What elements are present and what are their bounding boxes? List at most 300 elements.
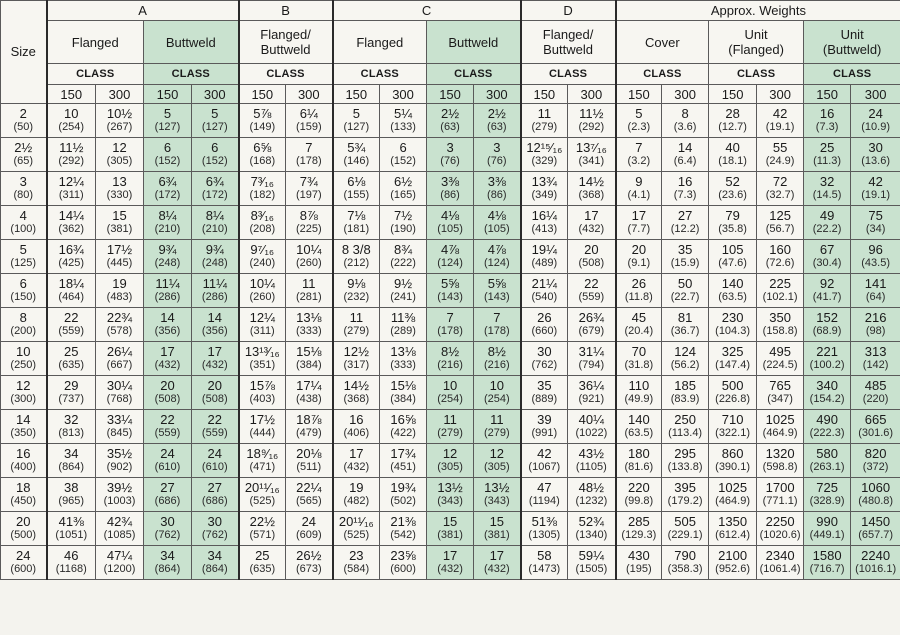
value-mm: (483) xyxy=(106,291,133,303)
value-inch: 8¼ xyxy=(158,208,177,223)
value-cell xyxy=(427,444,474,478)
value-inch: 8¼ xyxy=(205,208,224,223)
value-mm: (56.7) xyxy=(765,223,795,235)
value-cell xyxy=(239,206,286,240)
value-inch: 13⁷⁄₁₆ xyxy=(575,140,607,155)
value-mm: (286) xyxy=(201,291,228,303)
value-cell xyxy=(380,444,427,478)
value-mm: (432) xyxy=(483,563,510,575)
value-cell xyxy=(380,376,427,410)
value-mm: (686) xyxy=(154,495,181,507)
value-mm: (113.4) xyxy=(668,427,703,439)
value-inch: 10 xyxy=(442,378,458,393)
value-inch: 221 xyxy=(816,344,838,359)
value-inch: 42 xyxy=(537,446,552,461)
value-cell xyxy=(662,410,709,444)
value-inch: 230 xyxy=(721,310,744,325)
value-cell xyxy=(333,172,380,206)
value-cell xyxy=(521,172,568,206)
value-mm: (24.9) xyxy=(765,155,795,167)
value-cell xyxy=(144,172,192,206)
class-c-flanged-300: 300 xyxy=(380,85,427,104)
value-inch: 22 xyxy=(64,310,79,325)
value-inch: 16¼ xyxy=(531,208,557,223)
value-mm: (406) xyxy=(343,427,370,439)
value-mm: (598.8) xyxy=(762,461,798,473)
value-cell xyxy=(47,376,96,410)
value-cell xyxy=(804,104,851,138)
value-cell xyxy=(568,138,616,172)
value-inch: 19 xyxy=(112,276,127,291)
value-mm: (49.9) xyxy=(624,393,654,405)
value-cell xyxy=(427,342,474,376)
value-mm: (292) xyxy=(58,155,85,167)
value-cell xyxy=(380,138,427,172)
value-mm: (372) xyxy=(862,461,889,473)
size-inch: 24 xyxy=(16,548,31,563)
value-inch: 25 xyxy=(255,548,270,563)
value-mm: (584) xyxy=(343,563,370,575)
value-inch: 34 xyxy=(160,548,175,563)
value-mm: (182) xyxy=(249,189,276,201)
value-cell xyxy=(427,172,474,206)
value-mm: (281) xyxy=(295,291,322,303)
value-mm: (813) xyxy=(58,427,85,439)
value-inch: 25 xyxy=(819,140,835,155)
value-inch: 20 xyxy=(631,242,647,257)
value-mm: (2.3) xyxy=(627,121,651,133)
value-cell xyxy=(521,308,568,342)
value-inch: 31¼ xyxy=(578,344,604,359)
value-inch: 8³⁄₁₆ xyxy=(250,208,274,223)
table-row xyxy=(1,206,900,240)
value-mm: (356) xyxy=(201,325,228,337)
value-mm: (1168) xyxy=(55,563,87,575)
value-inch: 13⅛ xyxy=(296,310,322,325)
class-weight-unit-flanged-150: 150 xyxy=(709,85,757,104)
value-mm: (41.7) xyxy=(812,291,842,303)
value-cell xyxy=(192,376,239,410)
value-mm: (179.2) xyxy=(667,495,703,507)
value-inch: 500 xyxy=(721,378,744,393)
value-cell xyxy=(662,240,709,274)
value-mm: (226.8) xyxy=(715,393,751,405)
value-inch: 23⅝ xyxy=(390,548,416,563)
value-mm: (22.7) xyxy=(670,291,700,303)
value-mm: (1085) xyxy=(103,529,136,541)
value-mm: (1022) xyxy=(575,427,608,439)
value-cell xyxy=(192,240,239,274)
value-inch: 13¹³⁄₁₆ xyxy=(244,344,280,359)
value-inch: 40¼ xyxy=(578,412,604,427)
size-mm: (50) xyxy=(13,121,34,133)
value-inch: 14 xyxy=(677,140,693,155)
value-inch: 2250 xyxy=(765,514,795,529)
value-inch: 39 xyxy=(537,412,552,427)
value-mm: (7.3) xyxy=(815,121,839,133)
value-cell xyxy=(192,172,239,206)
value-inch: 30 xyxy=(207,514,222,529)
value-inch: 29 xyxy=(64,378,79,393)
value-mm: (263.1) xyxy=(809,461,845,473)
value-cell xyxy=(662,274,709,308)
size-inch: 6 xyxy=(19,276,27,291)
value-inch: 4⅛ xyxy=(487,208,506,223)
value-mm: (154.2) xyxy=(809,393,845,405)
value-cell xyxy=(333,104,380,138)
value-inch: 505 xyxy=(674,514,696,529)
value-inch: 125 xyxy=(769,208,791,223)
value-mm: (19.1) xyxy=(861,189,890,201)
value-cell xyxy=(804,512,851,546)
value-inch: 14 xyxy=(207,310,222,325)
value-cell xyxy=(474,342,521,376)
subheader-a-flanged: Flanged xyxy=(47,21,144,64)
value-inch: 20 xyxy=(160,378,175,393)
value-mm: (489) xyxy=(531,257,558,269)
value-mm: (1232) xyxy=(575,495,608,507)
value-mm: (14.5) xyxy=(812,189,842,201)
value-mm: (508) xyxy=(201,393,228,405)
value-cell xyxy=(757,206,804,240)
size-mm: (80) xyxy=(13,189,34,201)
value-mm: (1305) xyxy=(528,529,561,541)
value-cell xyxy=(616,138,662,172)
value-inch: 92 xyxy=(819,276,835,291)
value-cell xyxy=(144,138,192,172)
value-mm: (1003) xyxy=(103,495,136,507)
value-inch: 20¹¹⁄₁₆ xyxy=(244,480,280,495)
value-cell xyxy=(333,410,380,444)
value-mm: (768) xyxy=(106,393,133,405)
size-cell xyxy=(1,308,47,342)
value-cell xyxy=(286,274,333,308)
value-cell xyxy=(568,410,616,444)
value-mm: (479) xyxy=(295,427,322,439)
value-mm: (195) xyxy=(626,563,652,575)
value-mm: (673) xyxy=(295,563,322,575)
value-inch: 725 xyxy=(816,480,838,495)
value-inch: 17½ xyxy=(249,412,275,427)
value-inch: 5¼ xyxy=(394,106,413,121)
size-cell xyxy=(1,342,47,376)
value-mm: (444) xyxy=(249,427,276,439)
value-mm: (216) xyxy=(483,359,510,371)
value-cell xyxy=(521,444,568,478)
value-cell xyxy=(333,138,380,172)
value-cell xyxy=(851,308,900,342)
value-cell xyxy=(192,206,239,240)
value-cell xyxy=(47,138,96,172)
value-mm: (902) xyxy=(106,461,133,473)
value-inch: 24 xyxy=(207,446,222,461)
value-mm: (716.7) xyxy=(809,563,845,575)
size-cell xyxy=(1,274,47,308)
value-mm: (356) xyxy=(154,325,181,337)
value-inch: 11¼ xyxy=(155,276,180,291)
value-mm: (210) xyxy=(201,223,228,235)
value-inch: 180 xyxy=(627,446,650,461)
value-inch: 7¾ xyxy=(299,174,318,189)
value-inch: 216 xyxy=(864,310,887,325)
value-inch: 860 xyxy=(721,446,744,461)
value-inch: 340 xyxy=(816,378,838,393)
value-cell xyxy=(286,240,333,274)
value-mm: (610) xyxy=(201,461,228,473)
value-inch: 30¼ xyxy=(106,378,133,393)
value-cell xyxy=(47,206,96,240)
value-inch: 25 xyxy=(64,344,79,359)
value-cell xyxy=(616,274,662,308)
value-mm: (254) xyxy=(483,393,510,405)
value-inch: 22¾ xyxy=(106,310,133,325)
value-mm: (63.5) xyxy=(624,427,654,439)
value-cell xyxy=(662,308,709,342)
value-mm: (104.3) xyxy=(715,325,751,337)
value-cell xyxy=(96,240,144,274)
value-mm: (30.4) xyxy=(812,257,842,269)
value-inch: 15⅛ xyxy=(390,378,416,393)
value-mm: (4.1) xyxy=(627,189,651,201)
group-d-header: D xyxy=(521,1,616,21)
value-mm: (100.2) xyxy=(809,359,845,371)
size-mm: (400) xyxy=(10,461,37,473)
value-cell xyxy=(380,546,427,580)
value-cell xyxy=(239,478,286,512)
value-inch: 5⅞ xyxy=(253,106,272,121)
value-cell xyxy=(192,104,239,138)
value-mm: (34) xyxy=(865,223,886,235)
value-cell xyxy=(427,104,474,138)
value-inch: 34 xyxy=(64,446,79,461)
value-cell xyxy=(333,376,380,410)
value-mm: (368) xyxy=(343,393,370,405)
value-mm: (11.8) xyxy=(624,291,653,303)
value-cell xyxy=(474,478,521,512)
value-inch: 19 xyxy=(349,480,364,495)
value-cell xyxy=(804,410,851,444)
value-cell xyxy=(709,444,757,478)
value-cell xyxy=(192,444,239,478)
value-inch: 11 xyxy=(537,106,552,121)
value-inch: 35 xyxy=(537,378,552,393)
value-inch: 8¾ xyxy=(394,242,413,257)
value-mm: (451) xyxy=(390,461,416,473)
value-mm: (612.4) xyxy=(715,529,751,541)
value-cell xyxy=(474,376,521,410)
value-mm: (241) xyxy=(390,291,416,303)
value-cell xyxy=(192,138,239,172)
size-cell xyxy=(1,410,47,444)
value-cell xyxy=(851,104,900,138)
value-cell xyxy=(851,376,900,410)
value-inch: 22 xyxy=(160,412,175,427)
value-inch: 42¾ xyxy=(106,514,133,529)
value-mm: (63) xyxy=(487,121,507,133)
value-inch: 8⅞ xyxy=(299,208,318,223)
value-cell xyxy=(96,172,144,206)
value-cell xyxy=(804,308,851,342)
value-mm: (432) xyxy=(437,563,463,575)
value-inch: 72 xyxy=(772,174,788,189)
value-inch: 10 xyxy=(489,378,505,393)
class-label-b-flanged-buttweld: CLASS xyxy=(239,64,333,85)
value-inch: 3 xyxy=(493,140,501,155)
value-inch: 1025 xyxy=(718,480,748,495)
value-cell xyxy=(662,512,709,546)
value-inch: 140 xyxy=(721,276,744,291)
value-cell xyxy=(286,444,333,478)
value-inch: 18⁹⁄₁₆ xyxy=(246,446,279,461)
value-cell xyxy=(96,478,144,512)
value-cell xyxy=(144,206,192,240)
value-cell xyxy=(239,138,286,172)
value-cell xyxy=(474,512,521,546)
value-cell xyxy=(757,308,804,342)
value-inch: 30 xyxy=(537,344,552,359)
value-cell xyxy=(851,512,900,546)
value-inch: 9¾ xyxy=(205,242,224,257)
value-cell xyxy=(380,308,427,342)
value-cell xyxy=(757,478,804,512)
value-cell xyxy=(709,138,757,172)
class-weight-unit-buttweld-150: 150 xyxy=(804,85,851,104)
value-inch: 17½ xyxy=(106,242,133,257)
size-inch: 2½ xyxy=(14,140,33,155)
value-inch: 48½ xyxy=(578,480,604,495)
value-mm: (464) xyxy=(58,291,85,303)
value-mm: (23.6) xyxy=(718,189,747,201)
value-mm: (480.8) xyxy=(858,495,894,507)
value-inch: 27 xyxy=(677,208,693,223)
value-inch: 49 xyxy=(819,208,835,223)
value-mm: (333) xyxy=(390,359,416,371)
subheader-weight-unit-flanged: Unit (Flanged) xyxy=(709,21,804,64)
value-cell xyxy=(521,410,568,444)
value-inch: 124 xyxy=(674,344,696,359)
class-a-buttweld-150: 150 xyxy=(144,85,192,104)
value-inch: 24 xyxy=(160,446,175,461)
value-cell xyxy=(427,410,474,444)
value-cell xyxy=(380,342,427,376)
value-cell xyxy=(47,410,96,444)
value-mm: (381) xyxy=(483,529,510,541)
value-inch: 7½ xyxy=(394,208,413,223)
value-inch: 17 xyxy=(349,446,364,461)
size-mm: (125) xyxy=(10,257,37,269)
value-inch: 17 xyxy=(442,548,458,563)
value-inch: 325 xyxy=(721,344,744,359)
table-row xyxy=(1,478,900,512)
value-cell xyxy=(47,172,96,206)
value-inch: 6⅛ xyxy=(347,174,366,189)
value-mm: (152) xyxy=(390,155,416,167)
value-cell xyxy=(427,274,474,308)
value-mm: (794) xyxy=(578,359,605,371)
value-cell xyxy=(144,444,192,478)
class-label-weight-cover: CLASS xyxy=(616,64,709,85)
value-cell xyxy=(521,138,568,172)
value-inch: 12 xyxy=(489,446,505,461)
value-inch: 50 xyxy=(677,276,693,291)
value-mm: (328.9) xyxy=(809,495,845,507)
value-inch: 990 xyxy=(816,514,838,529)
value-mm: (305) xyxy=(483,461,510,473)
value-cell xyxy=(474,206,521,240)
value-mm: (502) xyxy=(390,495,416,507)
value-mm: (445) xyxy=(106,257,133,269)
size-mm: (65) xyxy=(13,155,34,167)
value-cell xyxy=(239,512,286,546)
value-cell xyxy=(709,410,757,444)
value-mm: (147.4) xyxy=(715,359,751,371)
value-cell xyxy=(96,206,144,240)
value-cell xyxy=(616,172,662,206)
value-inch: 46 xyxy=(64,548,79,563)
value-mm: (330) xyxy=(106,189,133,201)
value-cell xyxy=(709,342,757,376)
value-inch: 18⅞ xyxy=(296,412,322,427)
value-cell xyxy=(804,444,851,478)
value-cell xyxy=(662,206,709,240)
value-cell xyxy=(568,376,616,410)
value-inch: 32 xyxy=(819,174,835,189)
value-cell xyxy=(96,104,144,138)
value-inch: 16 xyxy=(349,412,364,427)
value-cell xyxy=(286,512,333,546)
value-cell xyxy=(851,206,900,240)
value-cell xyxy=(757,274,804,308)
value-inch: 765 xyxy=(769,378,791,393)
value-mm: (172) xyxy=(201,189,228,201)
value-cell xyxy=(333,546,380,580)
value-mm: (43.5) xyxy=(861,257,890,269)
value-mm: (559) xyxy=(58,325,85,337)
value-cell xyxy=(192,342,239,376)
value-cell xyxy=(616,308,662,342)
value-inch: 14½ xyxy=(578,174,604,189)
value-mm: (222.3) xyxy=(809,427,845,439)
value-cell xyxy=(47,478,96,512)
class-c-flanged-150: 150 xyxy=(333,85,380,104)
value-inch: 220 xyxy=(627,480,650,495)
value-mm: (952.6) xyxy=(715,563,751,575)
value-cell xyxy=(616,104,662,138)
value-cell xyxy=(521,512,568,546)
value-cell xyxy=(757,512,804,546)
value-inch: 19¾ xyxy=(390,480,416,495)
value-mm: (1061.4) xyxy=(759,563,801,575)
value-cell xyxy=(380,206,427,240)
value-inch: 5 xyxy=(352,106,360,121)
value-cell xyxy=(427,308,474,342)
value-mm: (343) xyxy=(437,495,463,507)
class-label-c-flanged: CLASS xyxy=(333,64,427,85)
value-cell xyxy=(521,342,568,376)
value-inch: 350 xyxy=(769,310,791,325)
value-inch: 52 xyxy=(725,174,740,189)
value-cell xyxy=(804,376,851,410)
value-mm: (124) xyxy=(437,257,463,269)
value-cell xyxy=(851,444,900,478)
value-mm: (311) xyxy=(249,325,275,337)
value-mm: (864) xyxy=(58,461,85,473)
value-mm: (329) xyxy=(531,155,558,167)
value-mm: (635) xyxy=(58,359,85,371)
value-inch: 22¼ xyxy=(296,480,322,495)
value-cell xyxy=(521,206,568,240)
value-cell xyxy=(521,546,568,580)
